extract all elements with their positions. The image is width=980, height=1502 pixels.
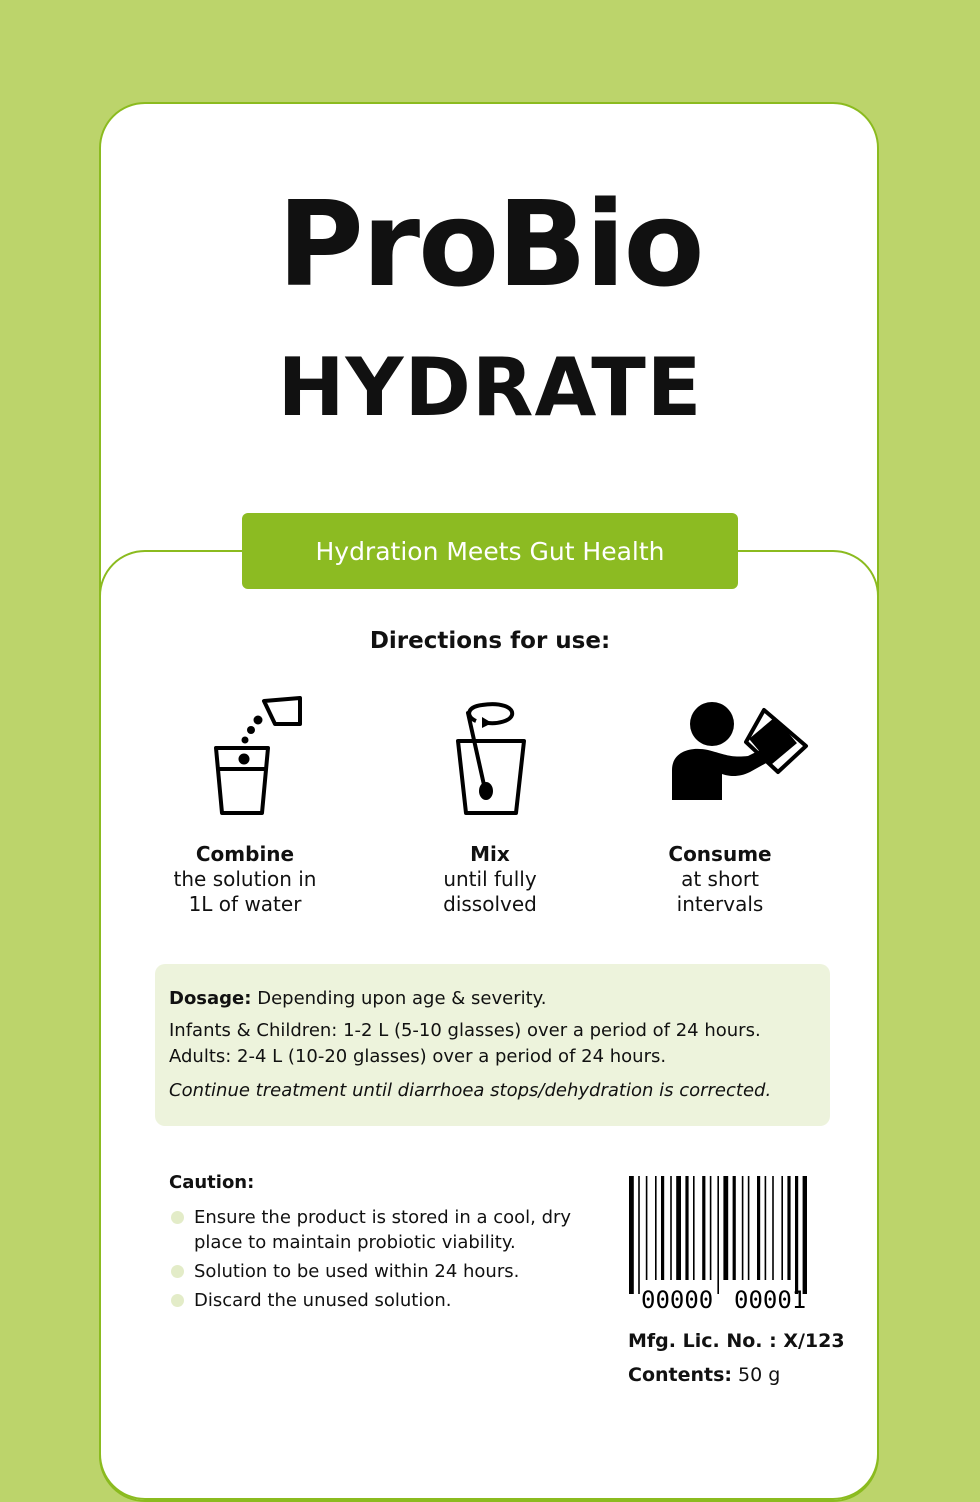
caution-title: Caution:: [169, 1172, 255, 1193]
tagline-text: Hydration Meets Gut Health: [315, 536, 665, 566]
contents-label: Contents:: [628, 1364, 733, 1386]
step-combine: [130, 842, 360, 917]
barcode-bar: [629, 1176, 634, 1294]
step-combine-line2: 1L of water: [188, 892, 302, 916]
barcode-bar: [803, 1176, 807, 1294]
barcode-bar: [717, 1176, 719, 1294]
dosage-label: Dosage:: [169, 988, 252, 1009]
glass-spoon-stir-icon: [452, 693, 532, 818]
barcode-bar: [795, 1176, 798, 1294]
product-name: HYDRATE: [277, 341, 703, 434]
barcode-bar: [781, 1176, 783, 1280]
caution-item-text: Discard the unused solution.: [194, 1290, 452, 1311]
bullet-icon: [171, 1211, 184, 1224]
barcode-left-digits: 00000: [641, 1286, 714, 1314]
directions-title: Directions for use:: [369, 628, 611, 654]
list-item: [169, 1205, 609, 1255]
barcode-bar: [765, 1176, 767, 1280]
barcode-bar: [733, 1176, 736, 1280]
barcode-bar: [742, 1176, 744, 1280]
step-consume-line1: at short: [681, 867, 759, 891]
barcode-bar: [638, 1176, 640, 1294]
barcode-bar: [670, 1176, 672, 1280]
step-mix-line1: until fully: [443, 867, 537, 891]
step-mix: [375, 842, 605, 917]
barcode-bar: [685, 1176, 688, 1280]
dosage-note: Continue treatment until diarrhoea stops/dehydration is corrected.: [169, 1080, 772, 1101]
dosage-box: [155, 964, 830, 1126]
barcode-bar: [748, 1176, 750, 1280]
bullet-icon: [171, 1265, 184, 1278]
person-drinking-icon: [668, 700, 810, 800]
barcode-bar: [787, 1176, 790, 1280]
bullet-icon: [171, 1294, 184, 1307]
barcode-bar: [702, 1176, 705, 1280]
dosage-text: Depending upon age & severity.: [257, 988, 547, 1009]
caution-item-text: Ensure the product is stored in a cool, dry place to maintain probiotic viability.: [194, 1207, 572, 1253]
caution-item-text: Solution to be used within 24 hours.: [194, 1261, 520, 1282]
barcode-bar: [655, 1176, 657, 1280]
barcode-bar: [676, 1176, 681, 1280]
barcode-bar: [661, 1176, 664, 1280]
barcode-right-digits: 00001: [734, 1286, 807, 1314]
caution-list: [169, 1205, 609, 1317]
barcode-bar: [693, 1176, 695, 1280]
step-combine-line1: the solution in: [173, 867, 317, 891]
contents-info: [628, 1364, 780, 1386]
step-combine-title: Combine: [195, 842, 295, 866]
dosage-children: Infants & Children: 1-2 L (5-10 glasses) over a period of 24 hours.: [169, 1020, 761, 1041]
barcode-bar: [646, 1176, 648, 1280]
step-mix-line2: dissolved: [443, 892, 537, 916]
step-consume-line2: intervals: [676, 892, 764, 916]
step-consume: [605, 842, 835, 917]
barcode-bar: [723, 1176, 728, 1280]
mfg-license: Mfg. Lic. No. : X/123: [628, 1330, 845, 1352]
dosage-adults: Adults: 2-4 L (10-20 glasses) over a period of 24 hours.: [169, 1046, 667, 1067]
list-item: [169, 1259, 609, 1284]
tagline-banner: [242, 513, 738, 589]
barcode: [627, 1172, 807, 1314]
dosage-line: [169, 986, 816, 1012]
step-consume-title: Consume: [668, 842, 772, 866]
barcode-bar: [772, 1176, 774, 1280]
brand-name: ProBio: [277, 175, 703, 313]
barcode-bar: [757, 1176, 760, 1280]
barcode-bar: [710, 1176, 712, 1280]
barcode-bars: [629, 1176, 807, 1294]
step-mix-title: Mix: [470, 842, 510, 866]
list-item: [169, 1288, 609, 1313]
sachet-pour-glass-icon: [210, 693, 310, 818]
contents-value: 50 g: [732, 1364, 781, 1386]
